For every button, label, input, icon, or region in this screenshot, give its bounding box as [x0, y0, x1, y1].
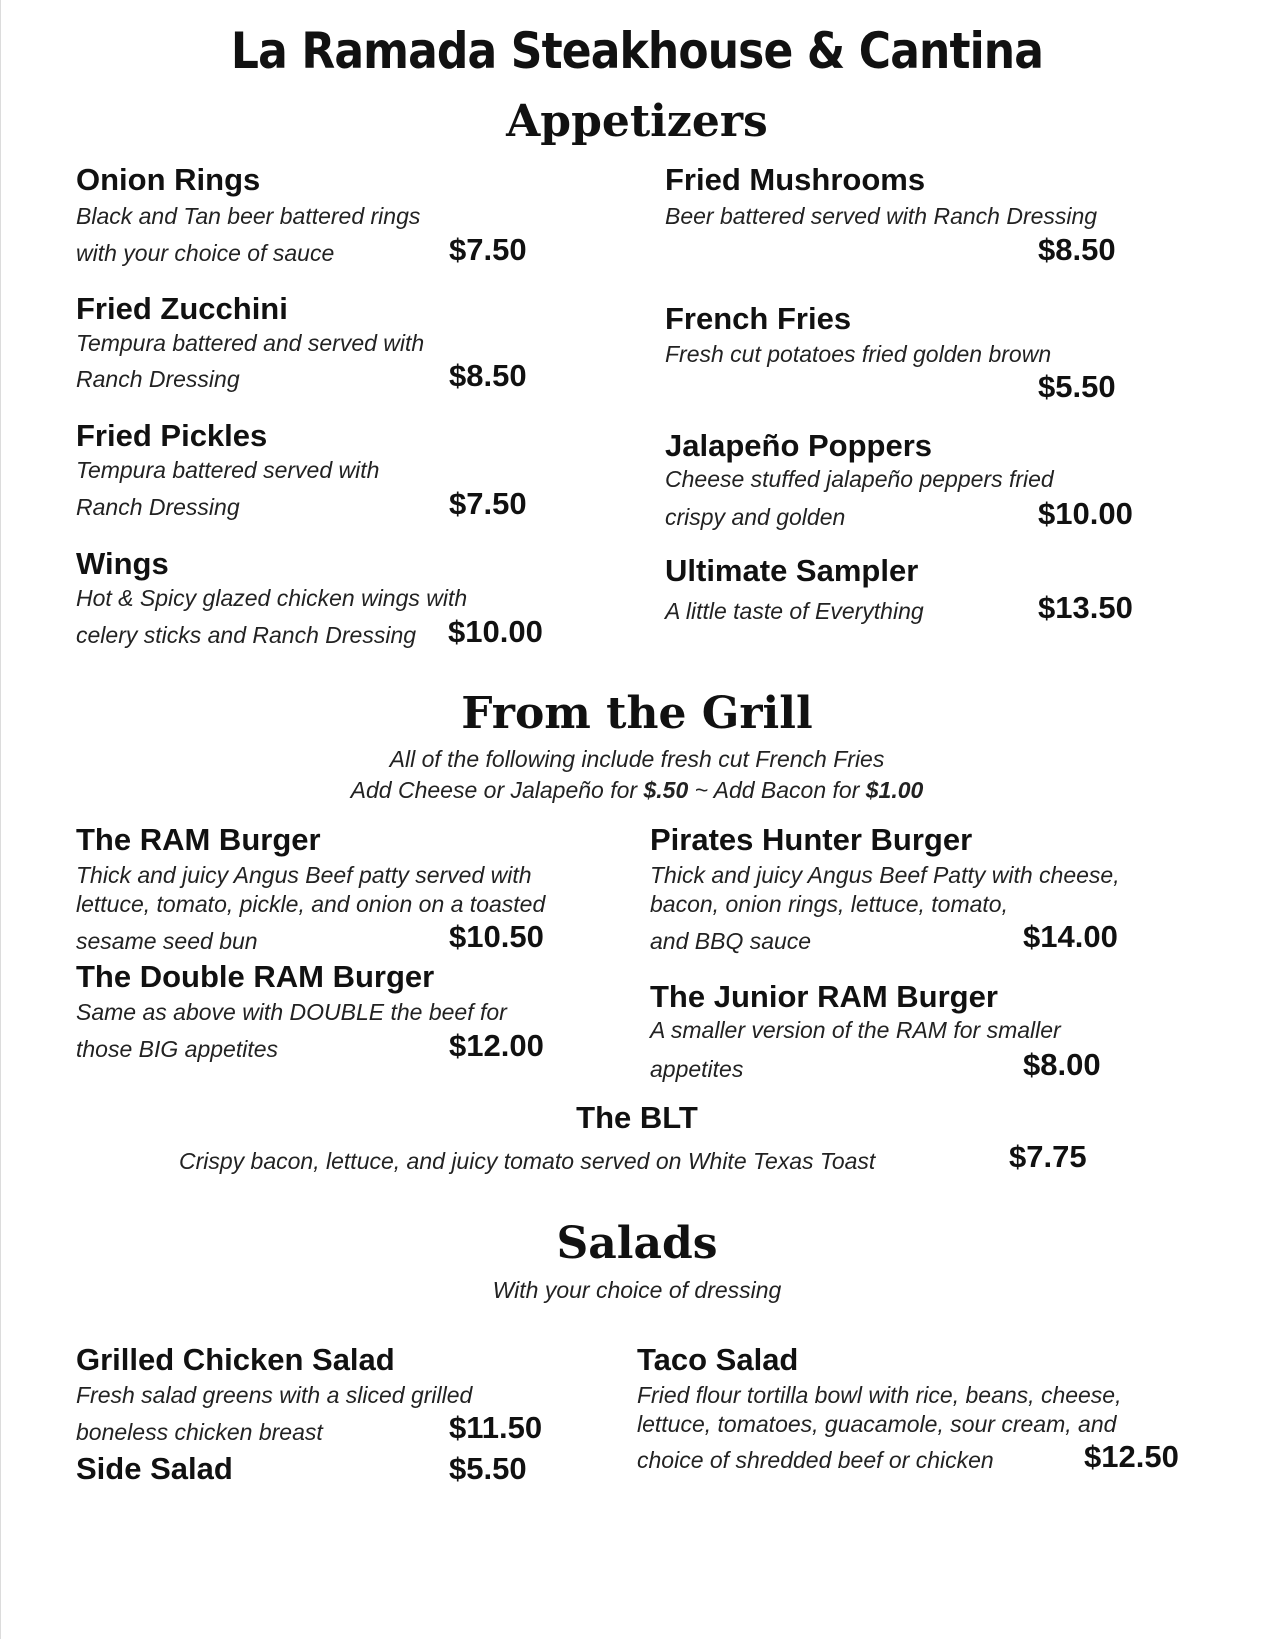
item-description: Beer battered served with Ranch Dressing	[665, 203, 1098, 229]
item-name: French Fries	[665, 301, 852, 336]
grill-addons-note: Add Cheese or Jalapeño for $.50 ~ Add Bacon for $1.00	[350, 777, 924, 803]
item-price: $14.00	[1023, 919, 1118, 954]
item-description: Cheese stuffed jalapeño peppers fried	[665, 466, 1054, 492]
item-name: Fried Zucchini	[76, 291, 288, 326]
item-description: Crispy bacon, lettuce, and juicy tomato served on White Texas Toast	[179, 1148, 876, 1174]
item-description: lettuce, tomatoes, guacamole, sour cream, and	[637, 1411, 1117, 1437]
item-description: bacon, onion rings, lettuce, tomato,	[650, 891, 1008, 917]
item-description: A little taste of Everything	[665, 598, 924, 624]
item-name: Onion Rings	[76, 162, 261, 197]
item-description: Same as above with DOUBLE the beef for	[76, 999, 507, 1025]
item-name: Grilled Chicken Salad	[76, 1342, 395, 1377]
item-name: Taco Salad	[637, 1342, 799, 1377]
item-price: $13.50	[1038, 590, 1133, 625]
item-price: $7.50	[449, 486, 527, 521]
item-name: Ultimate Sampler	[665, 553, 919, 588]
item-price: $10.00	[448, 614, 543, 649]
item-description: Tempura battered and served with	[76, 330, 425, 356]
item-description: boneless chicken breast	[76, 1419, 323, 1445]
item-price: $8.00	[1023, 1047, 1101, 1082]
item-price: $5.50	[1038, 369, 1116, 404]
item-description: Fresh cut potatoes fried golden brown	[665, 341, 1052, 367]
item-price: $7.50	[449, 232, 527, 267]
item-description: sesame seed bun	[76, 928, 258, 954]
item-description: Ranch Dressing	[76, 366, 240, 392]
item-description: Ranch Dressing	[76, 494, 240, 520]
salads-note: With your choice of dressing	[492, 1277, 782, 1303]
item-price: $11.50	[449, 1410, 543, 1445]
restaurant-name: La Ramada Steakhouse & Cantina	[230, 22, 1044, 80]
item-price: $12.00	[449, 1028, 544, 1063]
item-name: Side Salad	[76, 1451, 233, 1486]
item-price: $7.75	[1009, 1139, 1087, 1174]
item-price: $8.50	[1038, 232, 1116, 267]
item-name: Pirates Hunter Burger	[650, 822, 973, 857]
item-name: Fried Pickles	[76, 418, 268, 453]
item-description: lettuce, tomato, pickle, and onion on a toasted	[76, 891, 546, 917]
item-description: A smaller version of the RAM for smaller	[650, 1017, 1061, 1043]
item-description: appetites	[650, 1056, 744, 1082]
item-description: Tempura battered served with	[76, 457, 380, 483]
item-description: crispy and golden	[665, 504, 846, 530]
item-name: Jalapeño Poppers	[665, 428, 933, 463]
item-description: Thick and juicy Angus Beef patty served with	[76, 862, 532, 888]
item-name: Wings	[76, 546, 169, 581]
item-description: Black and Tan beer battered rings	[76, 203, 421, 229]
salads-title: Salads	[556, 1218, 718, 1269]
item-description: Hot & Spicy glazed chicken wings with	[76, 585, 468, 611]
grill-note: All of the following include fresh cut French Fries	[389, 746, 885, 772]
item-price: $8.50	[449, 358, 527, 393]
item-price: $12.50	[1084, 1439, 1179, 1474]
item-description: Fried flour tortilla bowl with rice, beans, cheese,	[637, 1382, 1122, 1408]
item-name: The RAM Burger	[76, 822, 321, 857]
item-description: Thick and juicy Angus Beef Patty with cheese,	[650, 862, 1120, 888]
item-price: $10.00	[1038, 496, 1133, 531]
item-description: and BBQ sauce	[650, 928, 812, 954]
item-price: $10.50	[449, 919, 544, 954]
item-price: $5.50	[449, 1451, 527, 1486]
item-description: Fresh salad greens with a sliced grilled	[76, 1382, 473, 1408]
item-description: celery sticks and Ranch Dressing	[76, 622, 417, 648]
item-name: The BLT	[576, 1100, 698, 1135]
item-name: The Double RAM Burger	[76, 959, 435, 994]
grill-title: From the Grill	[461, 688, 813, 739]
item-description: choice of shredded beef or chicken	[637, 1447, 994, 1473]
item-description: with your choice of sauce	[76, 240, 335, 266]
item-description: those BIG appetites	[76, 1036, 279, 1062]
item-name: Fried Mushrooms	[665, 162, 926, 197]
item-name: The Junior RAM Burger	[650, 979, 998, 1014]
appetizers-title: Appetizers	[506, 96, 768, 147]
